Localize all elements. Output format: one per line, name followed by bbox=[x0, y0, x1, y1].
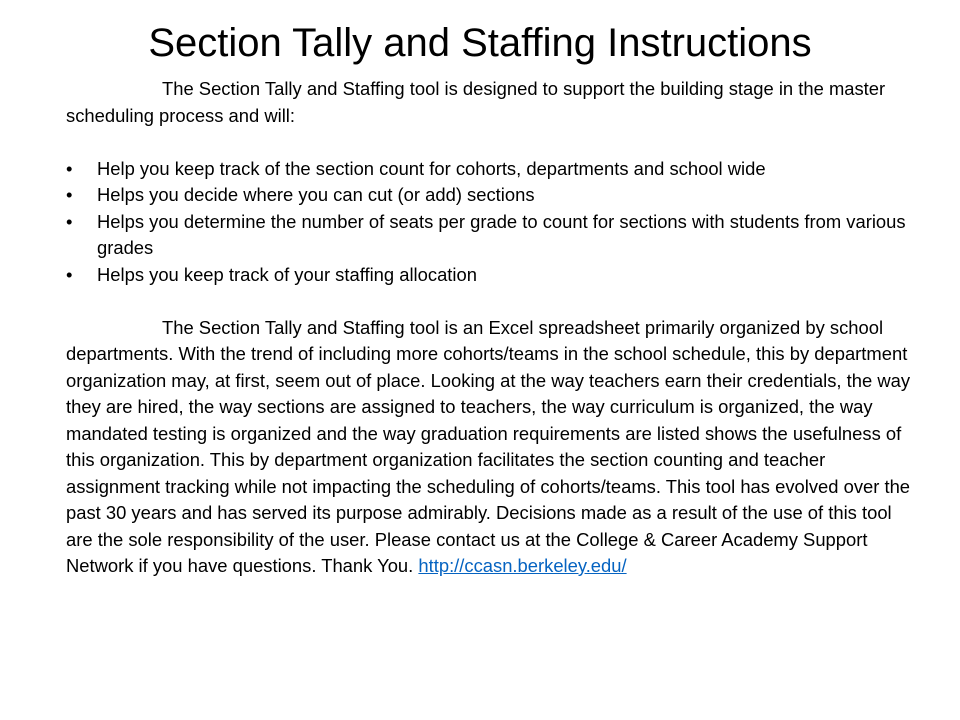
bullet-icon: • bbox=[66, 157, 73, 179]
spacer bbox=[66, 288, 916, 315]
bullet-icon: • bbox=[66, 210, 73, 232]
bullet-icon: • bbox=[66, 184, 73, 205]
list-item-text: Helps you determine the number of seats per grade to count for sections with students from various grades bbox=[97, 210, 906, 258]
ccasn-link[interactable]: http://ccasn.berkeley.edu/ bbox=[418, 555, 627, 576]
list-item bbox=[66, 156, 916, 183]
body-paragraph bbox=[66, 315, 916, 580]
feature-list bbox=[66, 156, 916, 289]
intro-paragraph: The Section Tally and Staffing tool is designed to support the building stage in the master scheduling process and will: bbox=[66, 78, 886, 126]
body-paragraph-text: The Section Tally and Staffing tool is an Excel spreadsheet primarily organized by school departments. With the trend of including more cohorts/teams in the school schedule, this by department organization may, at first, seem out of place. Looking at the way teachers earn their credentials, the way they are hired, the way sections are assigned to teachers, the way curriculum is organized, the way mandated testing is organized and the way graduation requirements are listed shows the usefulness of this organization. This by department organization facilitates the section counting and teacher assignment tracking while not impacting the scheduling of cohorts/teams. This tool has evolved over the past 30 years and has served its purpose admirably. Decisions made as a result of the use of this tool are the sole responsibility of the user. Please contact us at the College & Career Academy Support Network if you have questions. Thank You. bbox=[66, 316, 911, 576]
list-item bbox=[66, 262, 916, 289]
list-item-text: Help you keep track of the section count for cohorts, departments and school wide bbox=[97, 157, 766, 179]
slide-body bbox=[66, 76, 916, 580]
spacer bbox=[66, 129, 916, 156]
list-item-text: Helps you decide where you can cut (or add) sections bbox=[97, 184, 535, 205]
list-item-text: Helps you keep track of your staffing allocation bbox=[97, 263, 477, 285]
list-item bbox=[66, 182, 916, 209]
slide-title: Section Tally and Staffing Instructions bbox=[148, 21, 812, 65]
list-item bbox=[66, 209, 916, 262]
bullet-icon: • bbox=[66, 263, 73, 285]
